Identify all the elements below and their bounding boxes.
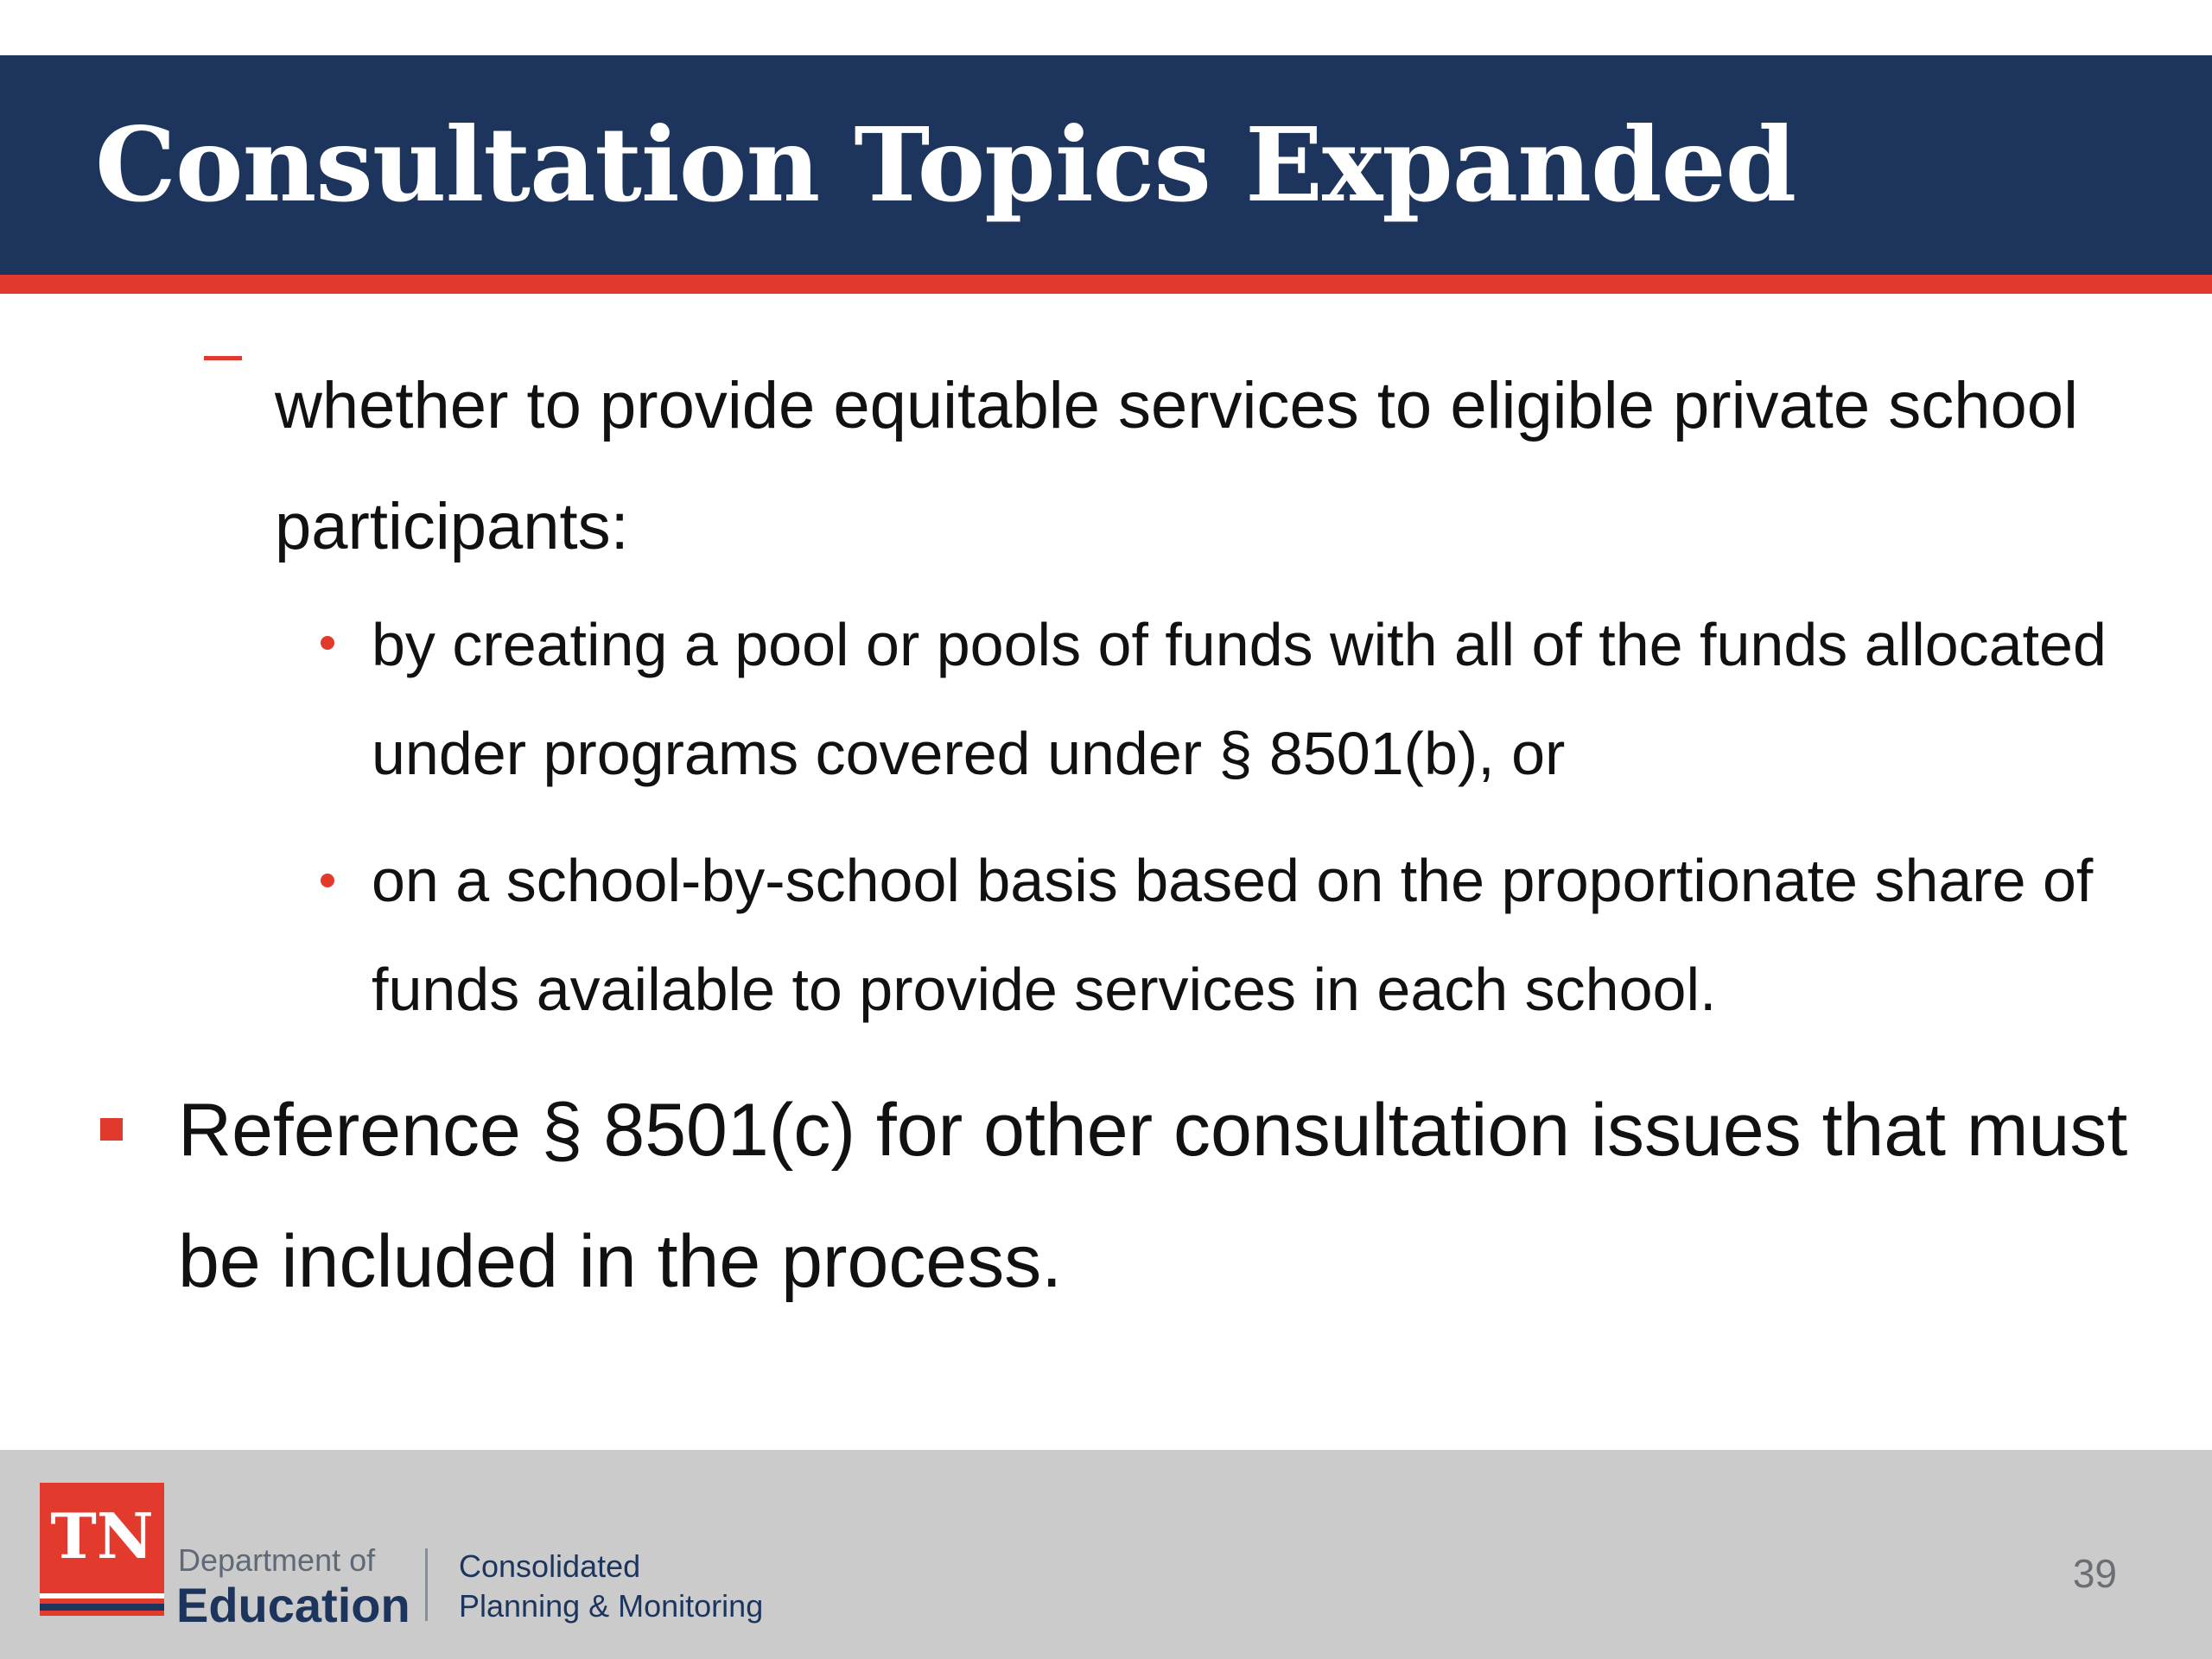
dot-bullet-icon	[321, 636, 334, 650]
dot-bullet-icon	[321, 874, 334, 887]
square-bullet-icon	[100, 1118, 123, 1141]
office-name-line2: Planning & Monitoring	[459, 1588, 764, 1624]
slide-title: Consultation Topics Expanded	[95, 105, 1796, 225]
accent-stripe	[0, 275, 2212, 294]
dash-bullet-icon	[204, 356, 242, 360]
department-prefix: Department of	[178, 1542, 376, 1578]
tn-logo-stripe	[40, 1593, 164, 1599]
tn-logo-stripe	[40, 1604, 164, 1611]
office-name-line1: Consolidated	[459, 1548, 641, 1584]
list-item-text: whether to provide equitable services to eligible private school participants:	[275, 369, 2078, 563]
list-item-text: on a school-by-school basis based on the proportionate share of funds available to provide services in each school.	[372, 847, 2094, 1023]
tn-logo	[40, 1483, 164, 1616]
tn-logo-text: TN	[50, 1499, 154, 1573]
footer-divider	[425, 1548, 428, 1621]
list-item-text: by creating a pool or pools of funds with all of the funds allocated under programs covered under § 8501(b), or	[372, 611, 2107, 787]
page-number: 39	[2072, 1551, 2117, 1596]
list-item-text: Reference § 8501(c) for other consultation issues that must be included in the process.	[178, 1089, 2128, 1303]
department-name: Education	[176, 1578, 410, 1632]
